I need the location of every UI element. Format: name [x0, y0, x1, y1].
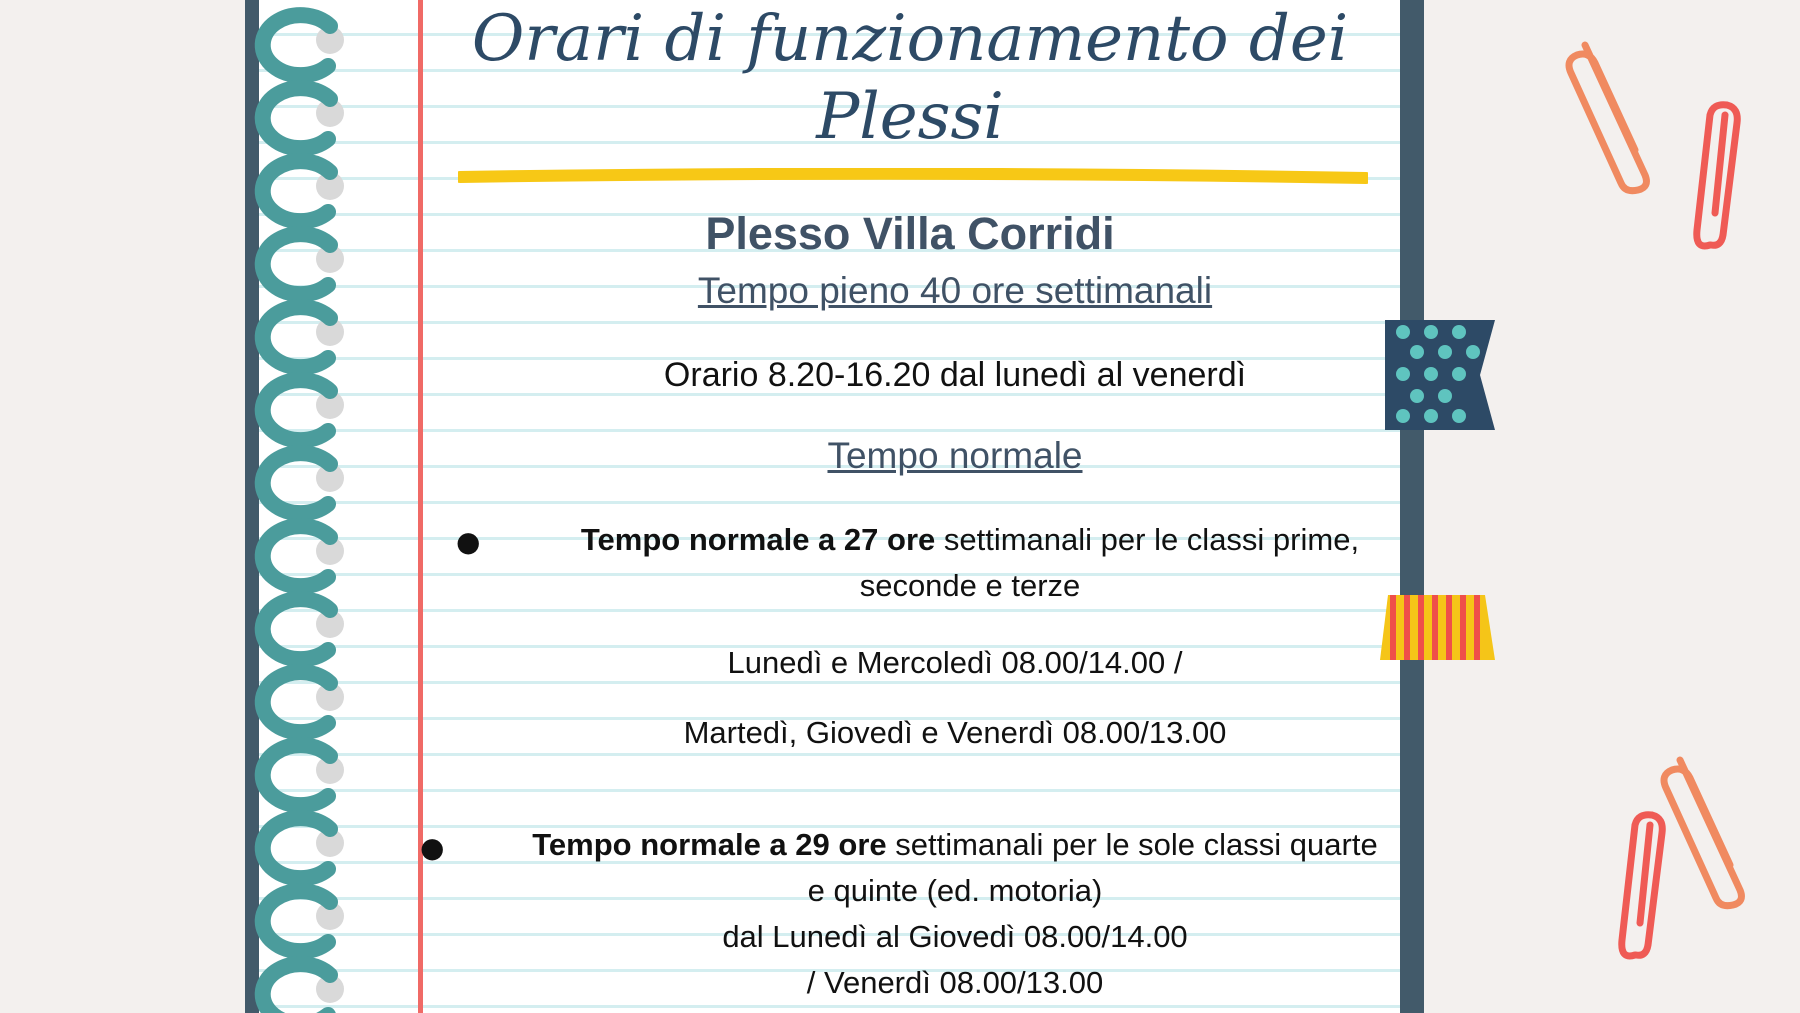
item-bold-text: Tempo normale a 27 ore: [580, 522, 936, 557]
schedule-line: dal Lunedì al Giovedì 08.00/14.00: [722, 919, 1188, 954]
page-title: [410, 0, 1410, 156]
schedule-line: Martedì, Giovedì e Venerdì 08.00/13.00: [683, 715, 1227, 750]
schedule-line: / Venerdì 08.00/13.00: [806, 965, 1104, 1000]
full-time-schedule: Orario 8.20-16.20 dal lunedì al venerdì: [663, 356, 1247, 394]
spiral-rings: [210, 0, 360, 1013]
title-highlight-stroke: [458, 168, 1368, 188]
full-time-label: Tempo pieno 40 ore settimanali: [697, 270, 1213, 311]
list-item: [505, 517, 1435, 609]
bullet-icon: ●: [420, 831, 445, 864]
title-line-1: Orari di funzionamento dei: [471, 2, 1349, 76]
paperclip-icon: [1610, 805, 1690, 975]
item-text-line2: seconde e terze: [859, 568, 1081, 603]
bullet-icon: ●: [456, 525, 481, 558]
paperclip-icon: [1555, 25, 1665, 195]
title-line-2: Plessi: [816, 80, 1004, 154]
section-heading: Plesso Villa Corridi: [705, 208, 1115, 259]
item-text: settimanali per le sole classi quarte: [886, 827, 1378, 862]
item-bold-text: Tempo normale a 29 ore: [532, 827, 887, 862]
normal-time-label: Tempo normale: [827, 435, 1083, 476]
schedule-line: Lunedì e Mercoledì 08.00/14.00 /: [727, 645, 1183, 680]
list-item: [470, 822, 1440, 1006]
paperclip-icon: [1675, 95, 1755, 265]
item-text: settimanali per le classi prime,: [935, 522, 1360, 557]
item-text-line2: e quinte (ed. motoria): [807, 873, 1103, 908]
